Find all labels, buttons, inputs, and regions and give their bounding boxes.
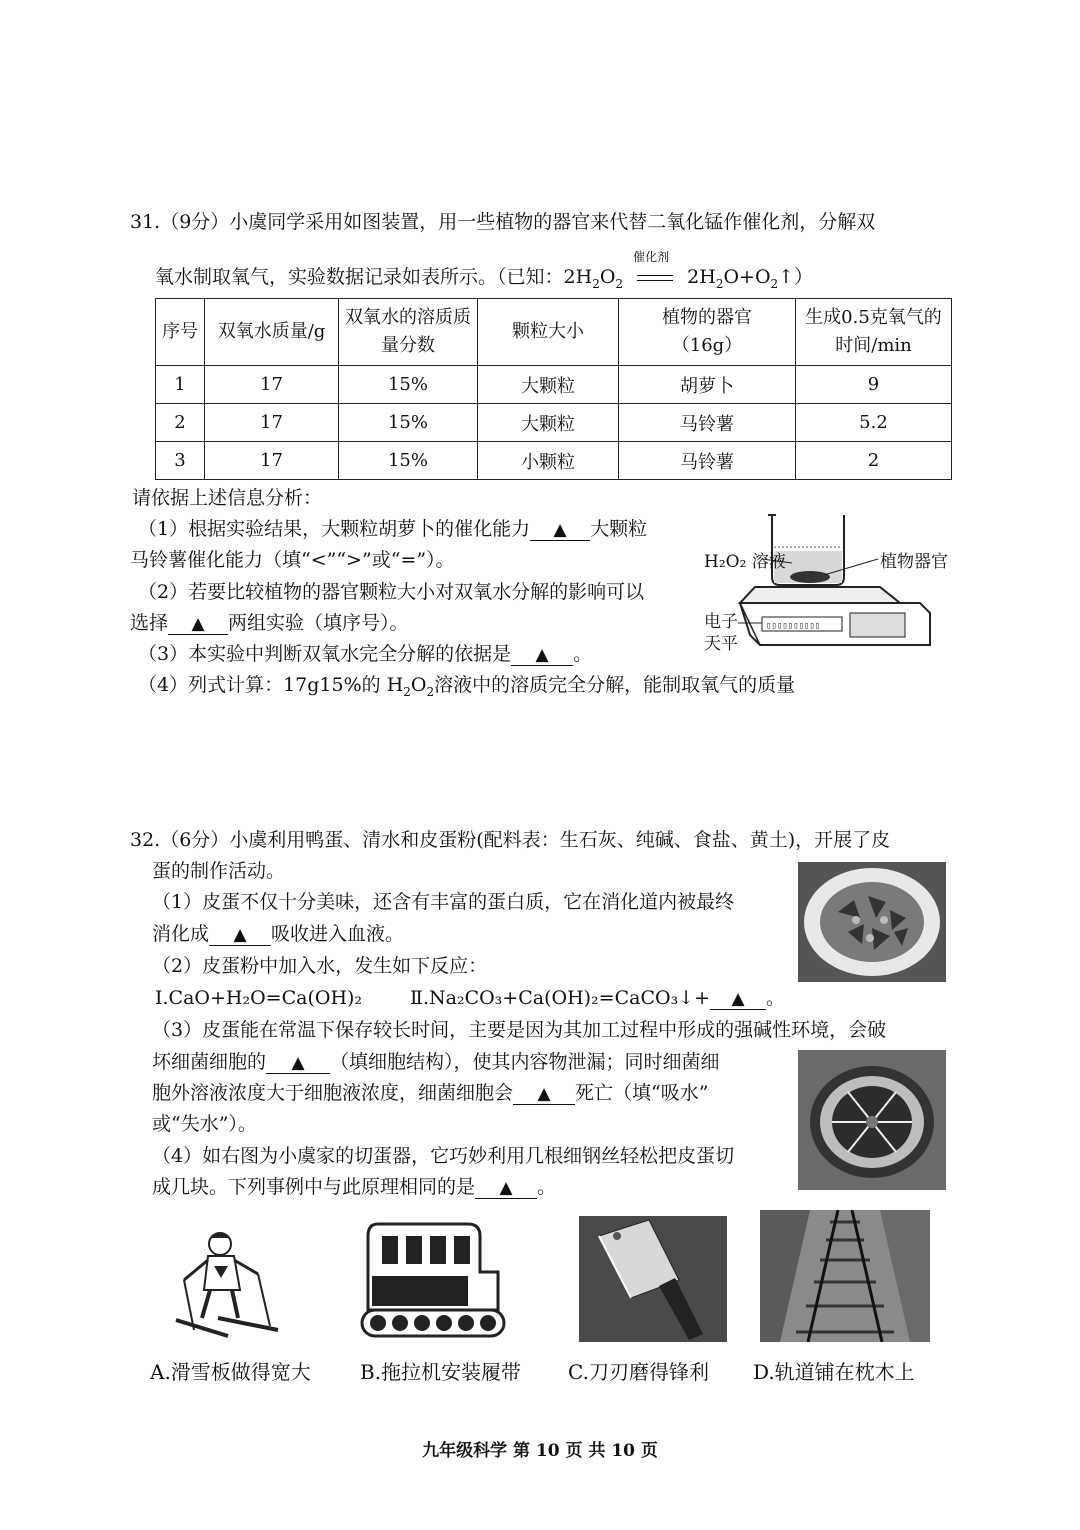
q31-intro: 请依据上述信息分析： [132, 487, 323, 509]
equation-1: Ⅰ.CaO+H₂O=Ca(OH)₂ [155, 987, 363, 1009]
answer-blank[interactable]: ▲ [511, 644, 573, 666]
table-header: 植物的器官（16g） [619, 299, 796, 366]
q32-part3-cont: 坏细菌细胞的 ▲ （填细胞结构），使其内容物泄漏；同时细菌细 [152, 1051, 720, 1073]
table-header: 颗粒大小 [478, 299, 619, 366]
q32-part4: （4）如右图为小虞家的切蛋器，它巧妙利用几根细钢丝轻松把皮蛋切 [152, 1145, 735, 1167]
page-footer: 九年级科学 第 10 页 共 10 页 [422, 1441, 658, 1461]
q32-part4-cont: 成几块。下列事例中与此原理相同的是 ▲ 。 [152, 1176, 557, 1198]
fig-label-h2o2: H₂O₂ 溶液 [704, 552, 786, 572]
railway-track-image [760, 1210, 930, 1342]
q31-data-table [155, 298, 952, 480]
q32-part2: （2）皮蛋粉中加入水，发生如下反应： [152, 955, 488, 977]
fig-label-organ: 植物器官 [880, 552, 948, 572]
answer-blank[interactable]: ▲ [475, 1177, 537, 1199]
table-header-row [156, 299, 952, 366]
q31-part2-cont: 选择 ▲ 两组实验（填序号）。 [130, 612, 409, 634]
egg-slicer-photo [798, 1050, 946, 1190]
option-a: A.滑雪板做得宽大 [150, 1360, 311, 1384]
q32-part1: （1）皮蛋不仅十分美味，还含有丰富的蛋白质，它在消化道内被最终 [152, 891, 735, 913]
q32-part3: （3）皮蛋能在常温下保存较长时间，主要是因为其加工过程中形成的强碱性环境，会破 [152, 1019, 887, 1041]
option-b: B.拖拉机安装履带 [360, 1360, 522, 1384]
table-header: 序号 [156, 299, 205, 366]
answer-blank[interactable]: ▲ [168, 613, 228, 635]
equation-2: Ⅱ.Na₂CO₃+Ca(OH)₂=CaCO₃↓+ [410, 987, 711, 1009]
equals-sign [637, 275, 673, 281]
q31-part3: （3）本实验中判断双氧水完全分解的依据是 ▲ 。 [138, 643, 593, 665]
table-header: 双氧水质量/g [205, 299, 339, 366]
q31-part2: （2）若要比较植物的器官颗粒大小对双氧水分解的影响可以 [138, 581, 645, 603]
fig-label-scale: 天平 [704, 634, 738, 654]
q31-part1: （1）根据实验结果，大颗粒胡萝卜的催化能力 ▲ 大颗粒 [138, 518, 648, 540]
q31-part4: （4）列式计算：17g15%的 $H_2O_2$溶液中的溶质完全分解，能制取氧气的质量 [138, 674, 796, 699]
tractor-image [358, 1216, 508, 1342]
q31-line2-text: 氧水制取氧气，实验数据记录如表所示。（已知： [155, 266, 564, 288]
skier-image [158, 1222, 298, 1342]
q32-equations: Ⅰ.CaO+H₂O=Ca(OH)₂ Ⅱ.Na₂CO₃+Ca(OH)₂=CaCO₃↓+ ▲ 。 [155, 987, 786, 1009]
svg-text:▯▯▯▯▯▯▯▯▯▯: ▯▯▯▯▯▯▯▯▯▯ [766, 621, 821, 631]
option-c: C.刀刃磨得锋利 [568, 1360, 709, 1384]
fig-label-scale: 电子 [704, 612, 738, 632]
beaker-on-scale-illustration [700, 505, 960, 665]
table-row: 2 17 15% 大颗粒 马铃薯 5.2 [156, 404, 952, 442]
q32-line2: 蛋的制作活动。 [152, 860, 286, 882]
q31-equation: $2H_2O_2$ 催化剂 $2H_2O+O_2↑$） [564, 266, 814, 288]
table-header: 生成0.5克氧气的时间/min [796, 299, 952, 366]
answer-blank[interactable]: ▲ [266, 1052, 330, 1074]
answer-blank[interactable]: ▲ [513, 1083, 575, 1105]
q32-line1: 32.（6分）小虞利用鸭蛋、清水和皮蛋粉(配料表：生石灰、纯碱、食盐、黄土)，开展了皮 [130, 829, 891, 851]
answer-blank[interactable]: ▲ [209, 924, 271, 946]
answer-blank[interactable]: ▲ [530, 519, 590, 541]
cleaver-image [579, 1216, 727, 1342]
q31-line1: 31.（9分）小虞同学采用如图装置，用一些植物的器官来代替二氧化锰作催化剂，分解双 [130, 211, 876, 233]
table-row: 1 17 15% 大颗粒 胡萝卜 9 [156, 366, 952, 404]
catalyst-label: 催化剂 [633, 250, 670, 264]
answer-blank[interactable]: ▲ [710, 988, 766, 1010]
q32-part3-cont3: 或“失水”）。 [152, 1113, 257, 1135]
q32-part1-cont: 消化成 ▲ 吸收进入血液。 [152, 923, 405, 945]
table-header: 双氧水的溶质质量分数 [339, 299, 478, 366]
table-row: 3 17 15% 小颗粒 马铃薯 2 [156, 442, 952, 480]
q31-line2 [155, 250, 814, 291]
q31-part1-cont: 马铃薯催化能力（填“<”“>”或“=”）。 [130, 549, 455, 571]
apparatus-figure [700, 505, 960, 665]
option-d: D.轨道铺在枕木上 [753, 1360, 915, 1384]
q32-part3-cont2: 胞外溶液浓度大于细胞液浓度，细菌细胞会 ▲ 死亡（填“吸水” [152, 1082, 709, 1104]
preserved-egg-photo [798, 862, 946, 982]
